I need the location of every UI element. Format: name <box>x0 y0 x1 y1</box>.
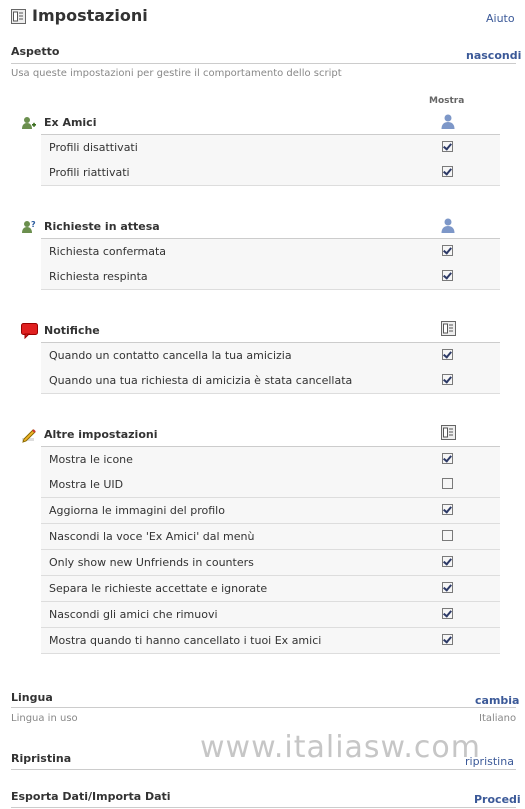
section-title-lingua: Lingua <box>11 691 53 704</box>
setting-label: Only show new Unfriends in counters <box>49 556 254 569</box>
setting-row <box>41 498 500 524</box>
setting-checkbox[interactable] <box>442 608 453 619</box>
group-title: Richieste in attesa <box>44 220 160 233</box>
setting-label: Richiesta confermata <box>49 245 167 258</box>
setting-label: Mostra le UID <box>49 478 124 491</box>
setting-row <box>41 628 500 654</box>
settings-panel-icon <box>11 9 26 24</box>
setting-row <box>41 134 500 161</box>
setting-row <box>41 550 500 576</box>
user-add-icon <box>21 115 38 131</box>
setting-checkbox[interactable] <box>442 270 453 281</box>
section-title-export: Esporta Dati/Importa Dati <box>11 790 171 803</box>
watermark: www.italiasw.com <box>200 730 481 765</box>
settings-panel-icon <box>441 321 456 337</box>
help-link[interactable]: Aiuto <box>486 12 515 25</box>
setting-label: Separa le richieste accettate e ignorate <box>49 582 268 595</box>
setting-label: Mostra quando ti hanno cancellato i tuoi Ex amici <box>49 634 322 647</box>
section-description: Usa queste impostazioni per gestire il comportamento dello script <box>11 68 342 79</box>
setting-checkbox[interactable] <box>442 504 453 515</box>
setting-row <box>41 576 500 602</box>
language-label: Lingua in uso <box>11 713 78 724</box>
section-title-aspetto: Aspetto <box>11 45 60 58</box>
setting-label: Nascondi la voce 'Ex Amici' dal menù <box>49 530 255 543</box>
setting-row <box>41 342 500 369</box>
setting-checkbox[interactable] <box>442 141 453 152</box>
pencil-icon <box>21 427 38 443</box>
section-divider <box>11 769 516 770</box>
setting-checkbox[interactable] <box>442 166 453 177</box>
setting-row <box>41 602 500 628</box>
change-language-link[interactable]: cambia <box>475 694 520 707</box>
setting-label: Mostra le icone <box>49 453 133 466</box>
setting-label: Quando una tua richiesta di amicizia è stata cancellata <box>49 374 353 387</box>
reset-link[interactable]: ripristina <box>465 755 514 768</box>
group-title: Notifiche <box>44 324 100 337</box>
setting-row <box>41 238 500 265</box>
setting-checkbox[interactable] <box>442 478 453 489</box>
setting-row <box>41 446 500 473</box>
person-icon <box>441 113 456 129</box>
group-title: Ex Amici <box>44 116 97 129</box>
setting-label: Profili riattivati <box>49 166 130 179</box>
speech-bubble-icon <box>21 323 38 339</box>
section-divider <box>11 707 516 708</box>
setting-checkbox[interactable] <box>442 374 453 385</box>
setting-checkbox[interactable] <box>442 582 453 593</box>
person-icon <box>441 217 456 233</box>
setting-row <box>41 524 500 550</box>
section-divider <box>11 63 516 64</box>
setting-checkbox[interactable] <box>442 556 453 567</box>
group-title: Altre impostazioni <box>44 428 158 441</box>
section-divider <box>11 807 516 808</box>
setting-row <box>41 264 500 290</box>
section-title-ripristina: Ripristina <box>11 752 72 765</box>
setting-checkbox[interactable] <box>442 349 453 360</box>
svg-text:?: ? <box>31 220 36 229</box>
setting-label: Nascondi gli amici che rimuovi <box>49 608 218 621</box>
column-header-show: Mostra <box>429 96 465 106</box>
user-question-icon <box>21 219 38 235</box>
setting-row <box>41 368 500 394</box>
page-title: Impostazioni <box>32 6 148 25</box>
setting-row <box>41 160 500 186</box>
setting-checkbox[interactable] <box>442 634 453 645</box>
export-proceed-link[interactable]: Procedi <box>474 793 521 806</box>
language-value: Italiano <box>479 713 517 724</box>
hide-link[interactable]: nascondi <box>466 49 522 62</box>
setting-label: Richiesta respinta <box>49 270 148 283</box>
settings-panel-icon <box>441 425 456 441</box>
setting-checkbox[interactable] <box>442 530 453 541</box>
setting-checkbox[interactable] <box>442 453 453 464</box>
setting-label: Quando un contatto cancella la tua amicizia <box>49 349 292 362</box>
setting-label: Aggiorna le immagini del profilo <box>49 504 225 517</box>
setting-row <box>41 472 500 498</box>
setting-label: Profili disattivati <box>49 141 138 154</box>
setting-checkbox[interactable] <box>442 245 453 256</box>
